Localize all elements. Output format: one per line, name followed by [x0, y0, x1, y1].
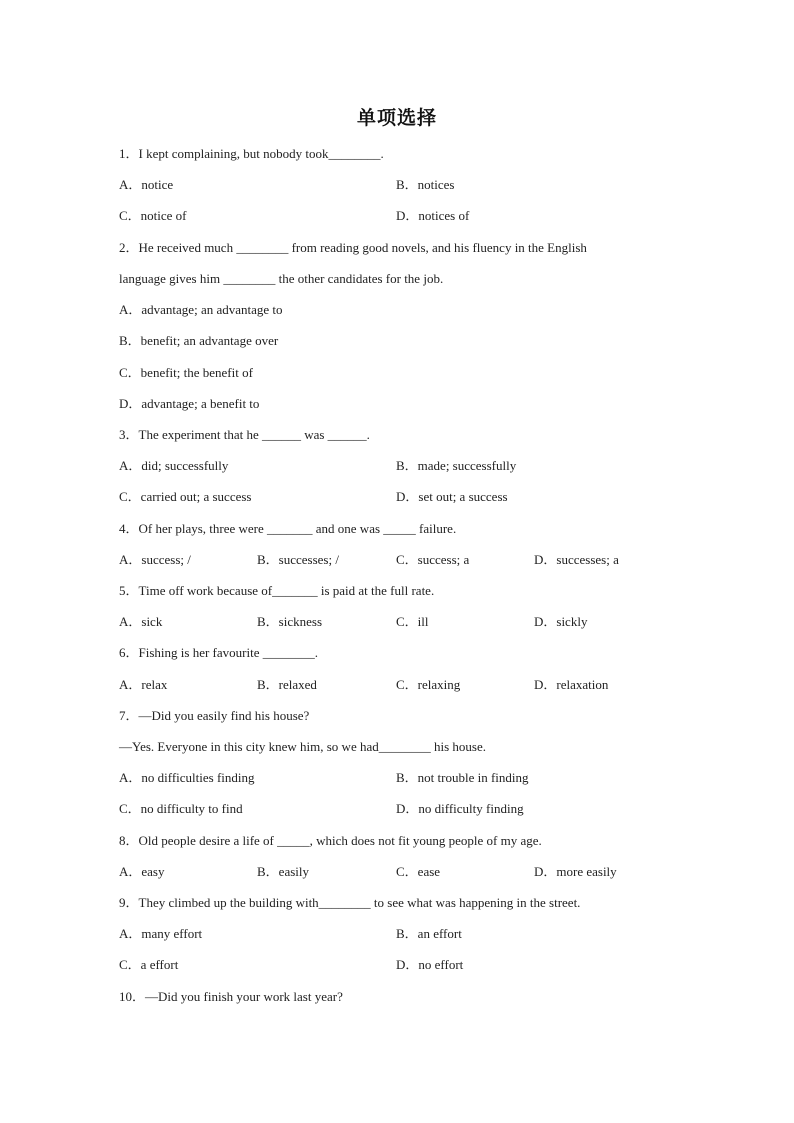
question-7 [119, 708, 309, 724]
question-number: 5． [119, 583, 139, 598]
option-a: A．no difficulties finding [119, 770, 255, 785]
option-a: A．notice [119, 177, 174, 192]
option-d: D．relaxation [534, 677, 609, 692]
question-text: —Did you easily find his house? [138, 708, 310, 723]
question-text: I kept complaining, but nobody took________. [138, 146, 384, 161]
option-c: C．ease [396, 864, 441, 879]
question-1 [119, 146, 384, 162]
option-a: A．did; successfully [119, 458, 229, 473]
option-d: D．more easily [534, 864, 617, 879]
option-d: D．set out; a success [396, 489, 508, 504]
option-b: B．made; successfully [396, 458, 517, 473]
question-number: 2． [119, 240, 139, 255]
option-c: C．benefit; the benefit of [119, 365, 253, 380]
option-d: D．notices of [396, 208, 470, 223]
option-c: C．ill [396, 614, 429, 629]
question-text: Time off work because of_______ is paid at the full rate. [138, 583, 435, 598]
option-a: A．success; / [119, 552, 191, 567]
question-text: Of her plays, three were _______ and one was _____ failure. [138, 521, 457, 536]
question-10 [119, 989, 343, 1005]
question-number: 10． [119, 989, 146, 1004]
option-a: A．relax [119, 677, 168, 692]
option-a: A．advantage; an advantage to [119, 302, 283, 317]
option-c: C．no difficulty to find [119, 801, 243, 816]
question-6 [119, 645, 318, 661]
question-number: 6． [119, 645, 139, 660]
question-number: 4． [119, 521, 139, 536]
question-9 [119, 895, 580, 911]
option-b: B．not trouble in finding [396, 770, 529, 785]
option-c: C．success; a [396, 552, 470, 567]
option-d: D．successes; a [534, 552, 619, 567]
question-text: —Did you finish your work last year? [145, 989, 343, 1004]
question-2-continued: language gives him ________ the other candidates for the job. [119, 271, 444, 286]
option-c: C．carried out; a success [119, 489, 252, 504]
option-c: C．notice of [119, 208, 187, 223]
option-b: B．notices [396, 177, 455, 192]
option-c: C．a effort [119, 957, 179, 972]
option-b: B．easily [257, 864, 309, 879]
option-a: A．easy [119, 864, 165, 879]
question-number: 1． [119, 146, 139, 161]
question-text: Fishing is her favourite ________. [138, 645, 318, 660]
question-text: They climbed up the building with________ to see what was happening in the street. [138, 895, 581, 910]
question-5 [119, 583, 434, 599]
option-d: D．no difficulty finding [396, 801, 524, 816]
option-b: B．sickness [257, 614, 323, 629]
question-text: He received much ________ from reading good novels, and his fluency in the English [138, 240, 587, 255]
question-number: 8． [119, 833, 139, 848]
question-number: 3． [119, 427, 139, 442]
question-text: Old people desire a life of _____, which does not fit young people of my age. [138, 833, 542, 848]
question-text: The experiment that he ______ was ______. [138, 427, 370, 442]
option-d: D．advantage; a benefit to [119, 396, 260, 411]
question-number: 7． [119, 708, 139, 723]
question-number: 9． [119, 895, 139, 910]
question-3 [119, 427, 370, 443]
option-b: B．relaxed [257, 677, 317, 692]
question-4 [119, 521, 456, 537]
question-7-continued: —Yes. Everyone in this city knew him, so we had________ his house. [119, 739, 486, 754]
page-title: 单项选择 [356, 107, 437, 129]
option-c: C．relaxing [396, 677, 461, 692]
option-d: D．no effort [396, 957, 464, 972]
option-a: A．many effort [119, 926, 203, 941]
option-b: B．an effort [396, 926, 462, 941]
question-2 [119, 240, 587, 256]
option-d: D．sickly [534, 614, 588, 629]
option-b: B．successes; / [257, 552, 339, 567]
option-b: B．benefit; an advantage over [119, 333, 279, 348]
question-8 [119, 833, 542, 849]
option-a: A．sick [119, 614, 163, 629]
